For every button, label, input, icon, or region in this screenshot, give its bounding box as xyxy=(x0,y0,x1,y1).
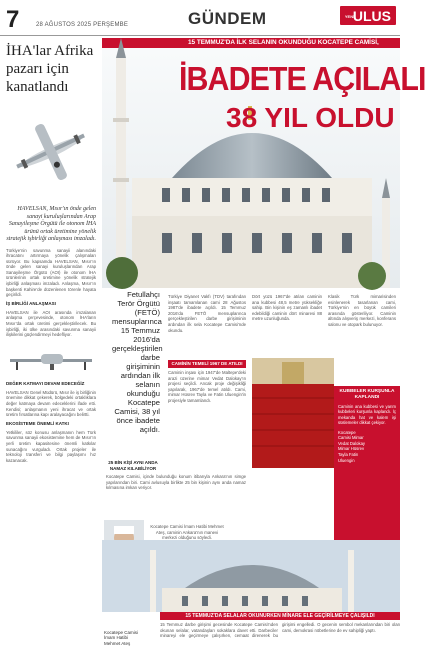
subheading: İŞ BİRLİĞİ ANLAŞMASI xyxy=(6,300,56,306)
subheading: DEĞER KATMAYI DEVAM EDECEĞİZ xyxy=(6,380,85,386)
info-box-credits: Kocatepe Camisi Mimar Vedat Dalokay Mimar Hüsrev Tayla Fatin Uluengin xyxy=(338,429,366,463)
side-quote: Fetullahçı Terör Örgütü (FETÖ) mensuplarınca 15 Temmuz 2016'da gerçekleştirilen darbe girişiminin ardından ilk selanın okunduğu Kocatepe Camisi, 38 yıl önce ibadete açıldı. xyxy=(112,290,163,434)
info-box-text: Caminin ana kubbesi ve yarım kubbeleri kurşunla kaplandı. İç mekanda hat ve kalem işi süslemeler dikkat çekiyor. xyxy=(338,404,396,426)
bottom-article-text: 15 Temmuz darbe girişimi gecesinde Kocatepe Camisi'nden okunan selalar, vatandaşları sokaklara davet etti. Darbeciler minareyi ele geçirmeye çalışırken, cemaat direnerek bu girişimi engelledi. O gecenin sembol mekanlarından biri olan cami, demokrasi nöbetlerine de ev sahipliği yaptı. xyxy=(160,622,400,639)
section-title: GÜNDEM xyxy=(188,9,267,28)
article-column: Dört yüzü 1967'de atılan caminin ana kubbesi 48,5 metre yüksekliğe sahip. Bin kişinin eş zamanlı ibadet edebildiği caminin dört minaresi 88 metre uzunluğunda. xyxy=(252,294,322,322)
uav-image xyxy=(6,102,96,202)
mosque-panorama-image xyxy=(102,540,400,612)
interior-image xyxy=(252,358,334,468)
issue-date: 28 AĞUSTOS 2025 PERŞEMBE xyxy=(36,22,129,28)
hero-title: İBADETE AÇILALI xyxy=(179,60,426,97)
bottom-section-bar: 15 TEMMUZ'DA SELALAR OKUNURKEN MİNARE ELE GEÇİRİLMEYE ÇALIŞILDI xyxy=(160,612,400,620)
hero-kicker: 15 TEMMUZ'DA İLK SELANIN OKUNDUĞU KOCATEPE CAMİSİ, xyxy=(102,38,400,48)
uav-image-small xyxy=(6,344,96,378)
page-header xyxy=(0,0,400,36)
article-column: Kocatepe Camisi, içinde bulunduğu konum itibarıyla Ankara'nın simge yapılarından biri. Cami avlusuyla birlikte 25 bin kişinin aynı anda namaz kılmasına imkan veriyor. xyxy=(106,474,246,491)
left-article-body: Yetkililer, söz konusu anlaşmanın hem Türk savunma sanayii ekosistemine hem de Mısır’ın yerli üretim kapasitesine önemli katkılar sunacağını vurguladı. Ortak projeler ile teknoloji transferi ve bilgi paylaşımı hız kazanacak. xyxy=(6,429,96,463)
left-article-body: HAVELSAN ile AOI arasında imzalanan anlaşma çerçevesinde, otonom İHA’ların Mısır’da ortak üretimi gerçekleştirilecek. Bu işbirliği, iki ülke arasındaki savunma sanayii ilişkilerini güçlendirmeyi hedefliyor. xyxy=(6,309,96,338)
sub-headline: 25 BİN KİŞİ AYNI ANDA NAMAZ KILABİLİYOR xyxy=(108,460,158,471)
article-column: Türkiye Diyanet Vakfı (TDV) tarafından inşaatı tamamlanan cami 28 Ağustos 1987'de ibadete açıldı. 15 Temmuz 2016'da FETÖ mensuplarınca gerçekleştirilen darbe girişiminin ardından ilk sela Kocatepe Camisi'nde okundu. xyxy=(168,294,246,333)
left-article-lead: HAVELSAN, Mısır'ın önde gelen sanayi kuruluşlarından Arap Sanayileşme Örgütü ile otonom İHA ürünü ortak üretimine yönelik stratejik işbirliği anlaşması imzaladı. xyxy=(6,206,96,242)
brand-logo: YENİULUS xyxy=(340,6,396,25)
article-column: Klasik Türk mimarisinden esinlenerek tasarlanan cami, Türkiye'nin en büyük camileri arasında gösteriliyor. Caminin altında alışveriş merkezi, konferans salonu ve otopark bulunuyor. xyxy=(328,294,396,327)
left-article-title: İHA'lar Afrika pazarı için kanatlandı xyxy=(6,43,94,95)
page-number: 7 xyxy=(6,6,20,33)
section-bar: CAMİNİN TEMELİ 1967 DE ATILDI xyxy=(168,360,246,368)
info-box-title: KUBBELER KURŞUNLA KAPLANDI xyxy=(339,389,395,400)
hero-subtitle: 38 YIL OLDU xyxy=(226,102,395,133)
left-article xyxy=(6,40,96,656)
left-article-body: Türkiye’nin savunma sanayii alanındaki ihracatını artırmaya yönelik çalışmaları sürüyor. Bu kapsamda HAVELSAN, Mısır’ın önde gelen sanayi kuruluşlarından Arap Sanayileşme Örgütü (AOI) ile otonom İHA ürünlerinin ortak üretimine yönelik stratejik işbirliği anlaşması imzaladı. Anlaşma, Mısır’ın başkenti Kahire’de düzenlenen törenle hayata geçirildi. xyxy=(6,247,96,298)
subheading: EKOSİSTEME ÖNEMLİ KATKI xyxy=(6,420,69,426)
avatar-caption: Kocatepe Camisi İmam Hatibi Mehmet Ateş xyxy=(104,630,139,646)
quote-text: Kocatepe Camisi İmam Hatibi Mehmet Ateş, caminin Ankara'nın manevi merkezi olduğunu söyledi. xyxy=(150,524,224,541)
left-article-body: HAVELSAN Genel Müdürü, Mısır ile iş birliğinin önemine dikkat çekerek, bölgedeki ortaklıklara değer katmaya devam edeceklerini ifade etti. Kendisi; anlaşmanın yeni ihracat ve ortak üretim fırsatlarına kapı aralayacağını belirtti. xyxy=(6,389,96,418)
article-column: Caminin inşası için 1947'de Maltepe'deki arazi üzerine mimar Vedat Dalokay'ın projesi seçildi. Ancak proje değişikliği yapılarak, 1967'de temel atıldı. Cami, mimar Hüsrev Tayla ve Fatin Uluengin'in projesiyle tamamlandı. xyxy=(168,370,246,403)
